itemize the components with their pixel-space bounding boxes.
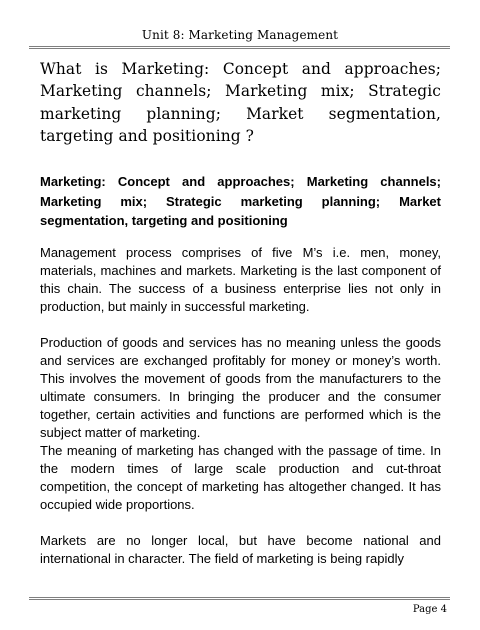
body-paragraph-2: Production of goods and services has no meaning unless the goods and services are exchanged profitably for money or money’s worth. This involves the movement of goods from the manufacturers to the ultimate consumers. In bringing the producer and the consumer together, certain activities and functions are performed which is the subject matter of marketing. [40, 335, 441, 440]
header-rule-bottom [29, 48, 450, 49]
page-title: What is Marketing: Concept and approaches; Marketing channels; Marketing mix; Strategic marketing planning; Market segmentation, targeting and positioning ? [40, 60, 441, 146]
page-number: Page 4 [412, 604, 447, 615]
section-subheading: Marketing: Concept and approaches; Marketing channels; Marketing mix; Strategic marketing planning; Market segmentation, targeting and positioning [40, 174, 441, 228]
body-paragraph-4: Markets are no longer local, but have become national and international in character. The field of marketing is being rapidly [40, 533, 441, 566]
running-header: Unit 8: Marketing Management [141, 28, 339, 42]
header-rule-top [29, 46, 450, 47]
body-paragraph-1: Management process comprises of five M’s i.e. men, money, materials, machines and markets. Marketing is the last component of this chain. The success of a business enterprise lies not only in production, but mainly in successful marketing. [40, 245, 441, 314]
footer-rule-top [29, 597, 450, 598]
footer-rule-bottom [29, 599, 450, 600]
body-paragraph-3: The meaning of marketing has changed with the passage of time. In the modern times of large scale production and cut-throat competition, the concept of marketing has altogether changed. It has occupied wide proportions. [40, 443, 441, 512]
